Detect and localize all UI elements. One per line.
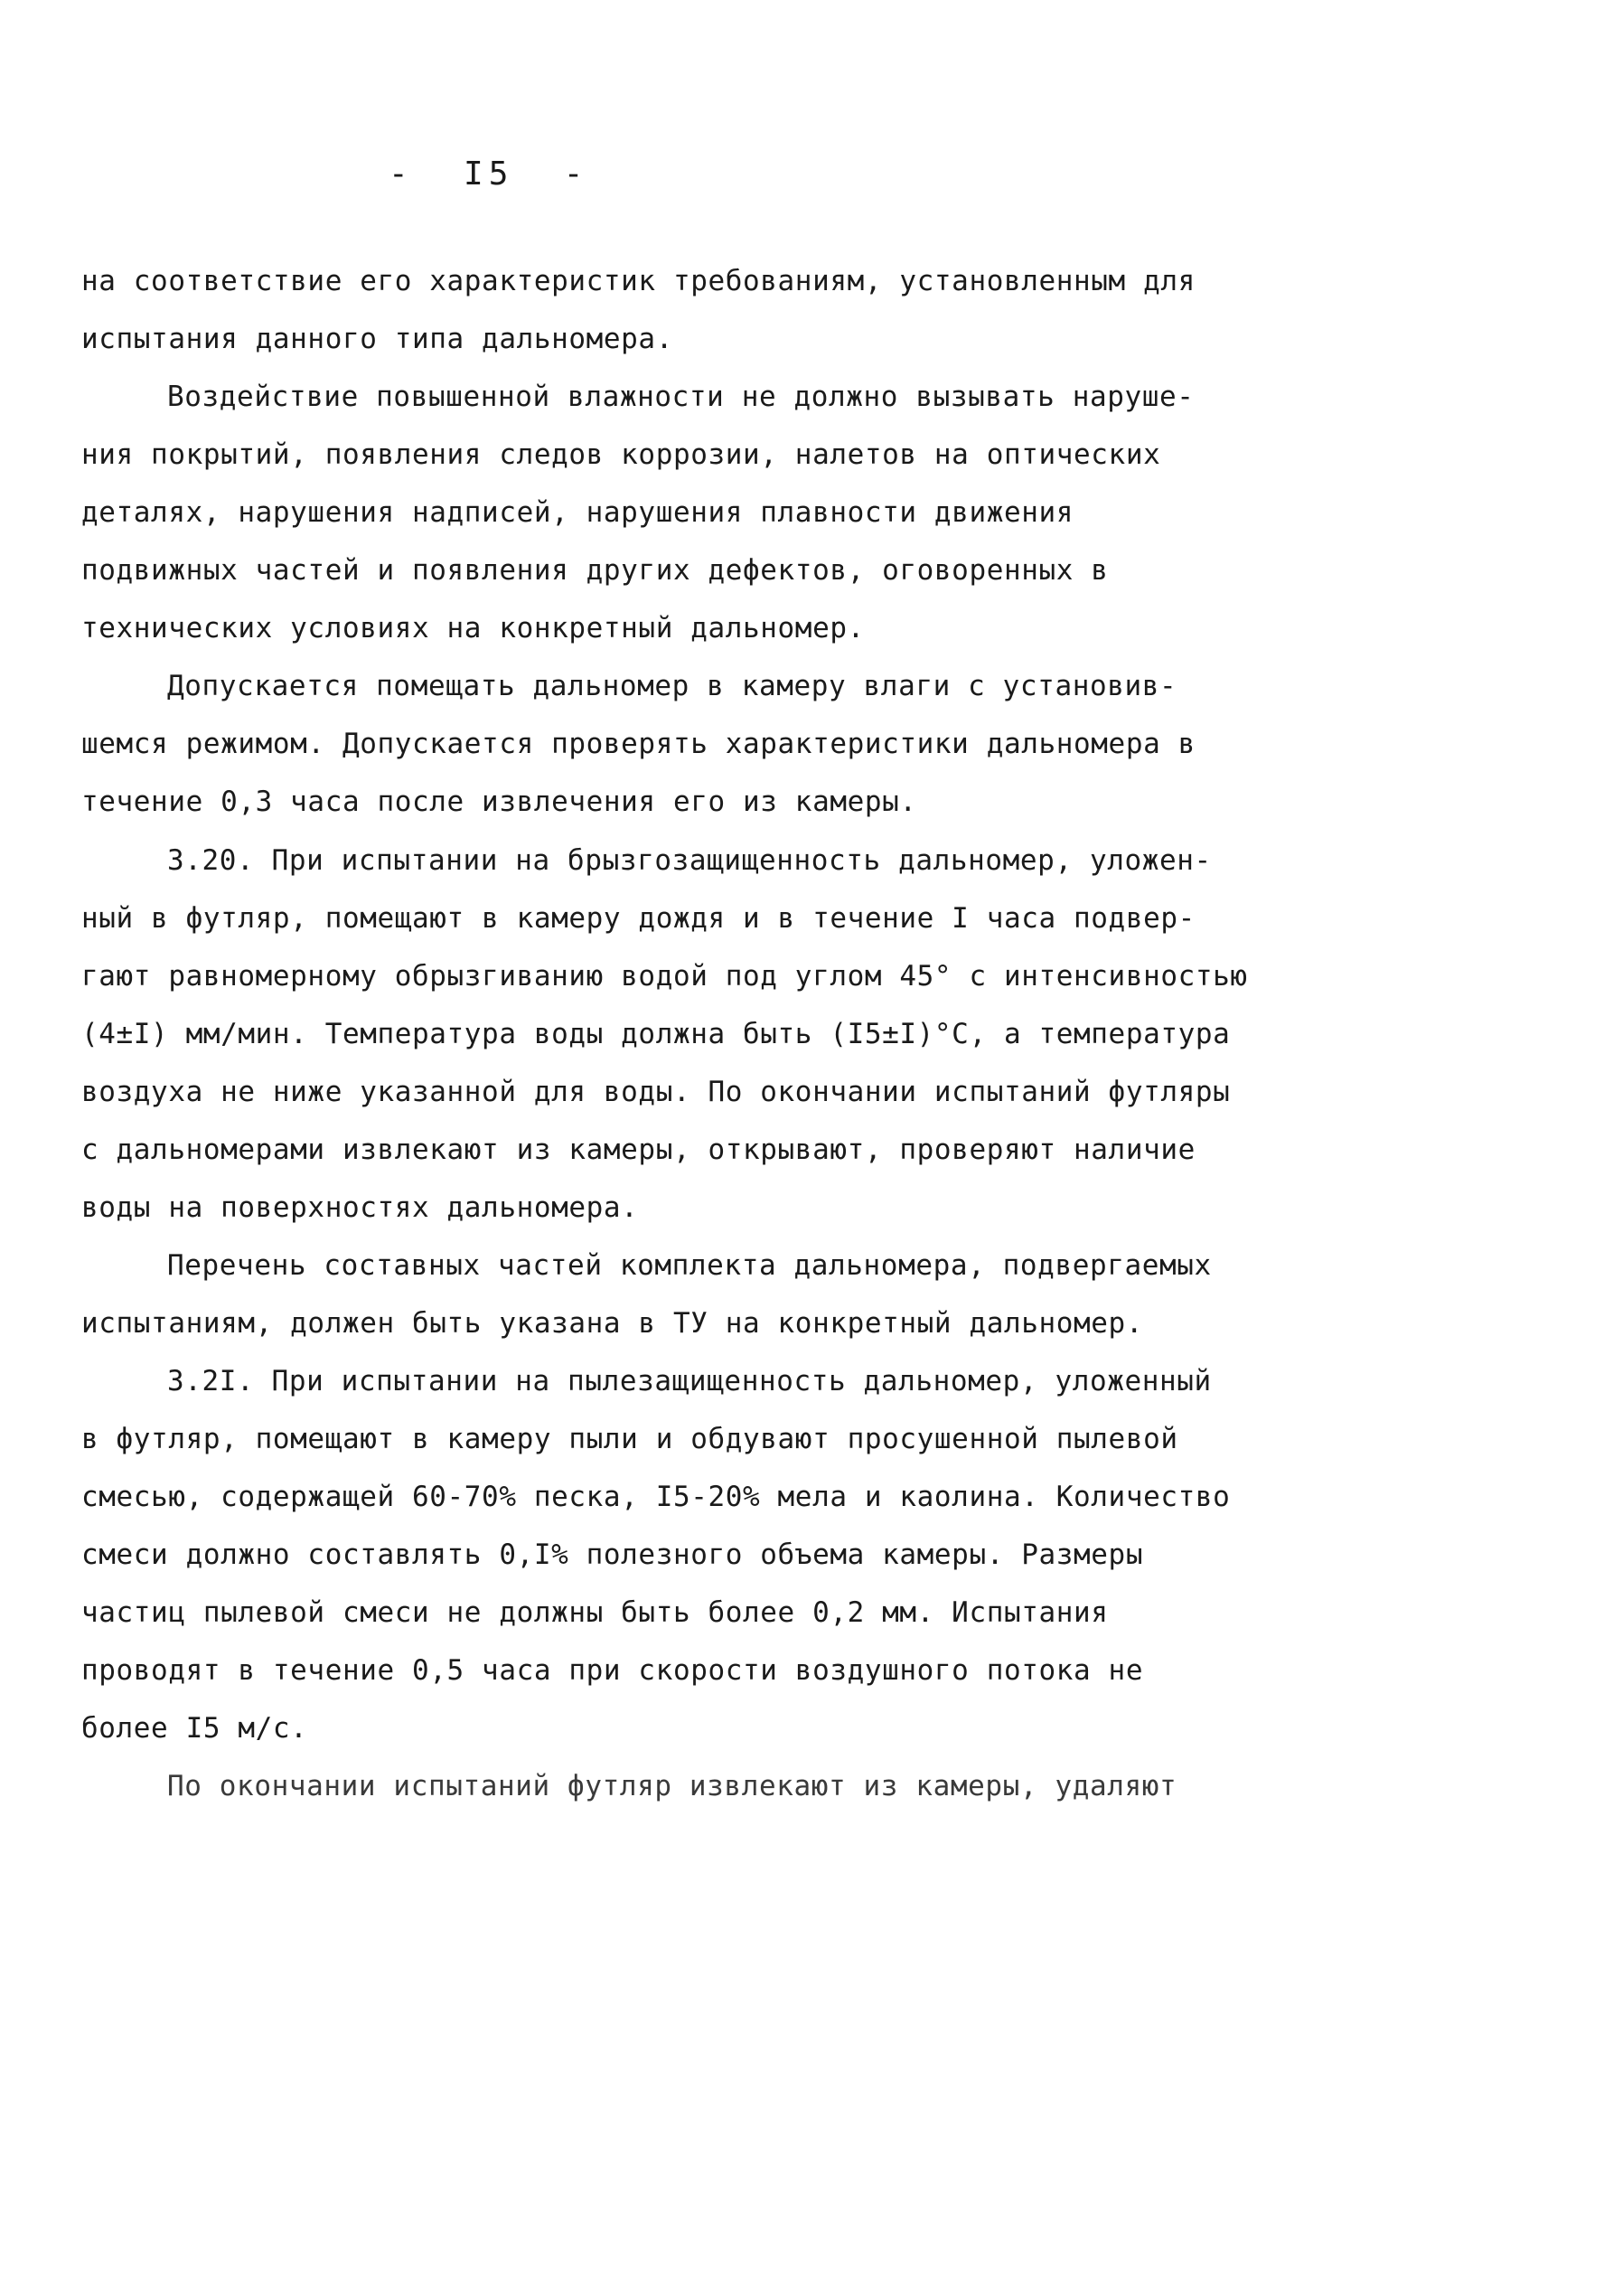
text-line: воздуха не ниже указанной для воды. По окончании испытаний футляры [81, 1076, 1231, 1108]
text-line: (4±I) мм/мин. Температура воды должна быть (I5±I)°С, а температура [81, 1018, 1231, 1050]
section-3-20-start-line: 3.20. При испытании на брызгозащищенность дальномер, уложен- [167, 844, 1212, 877]
paragraph-start-line: Перечень составных частей комплекта дальномера, подвергаемых [167, 1249, 1212, 1282]
page-number: - I5 - [389, 155, 589, 193]
text-line: испытаниям, должен быть указана в ТУ на конкретный дальномер. [81, 1307, 1144, 1340]
text-line: смеси должно составлять 0,I% полезного объема камеры. Размеры [81, 1539, 1144, 1571]
text-line: частиц пылевой смеси не должны быть более 0,2 мм. Испытания [81, 1596, 1109, 1629]
paragraph-start-line: Воздействие повышенной влажности не должно вызывать наруше- [167, 381, 1195, 413]
text-line: ный в футляр, помещают в камеру дождя и в течение I часа подвер- [81, 902, 1196, 935]
text-line: с дальномерами извлекают из камеры, открывают, проверяют наличие [81, 1134, 1196, 1166]
paragraph-start-line: Допускается помещать дальномер в камеру влаги с установив- [167, 670, 1177, 702]
text-line: воды на поверхностях дальномера. [81, 1191, 639, 1224]
text-line: технических условиях на конкретный дальномер. [81, 612, 865, 645]
text-line: проводят в течение 0,5 часа при скорости воздушного потока не [81, 1654, 1144, 1687]
text-line: подвижных частей и появления других дефектов, оговоренных в [81, 554, 1109, 587]
text-line: в футляр, помещают в камеру пыли и обдувают просушенной пылевой [81, 1423, 1178, 1455]
text-line: более I5 м/с. [81, 1712, 308, 1745]
text-line: на соответствие его характеристик требованиям, установленным для [81, 265, 1196, 297]
text-line: испытания данного типа дальномера. [81, 323, 673, 355]
text-line: течение 0,3 часа после извлечения его из камеры. [81, 786, 917, 818]
section-3-21-start-line: 3.2I. При испытании на пылезащищенность дальномер, уложенный [167, 1365, 1212, 1397]
text-line: деталях, нарушения надписей, нарушения плавности движения [81, 496, 1074, 529]
text-line: смесью, содержащей 60-70% песка, I5-20% мела и каолина. Количество [81, 1481, 1231, 1513]
text-line: шемся режимом. Допускается проверять характеристики дальномера в [81, 728, 1196, 760]
text-line: ния покрытий, появления следов коррозии, налетов на оптических [81, 438, 1161, 471]
text-line: гают равномерному обрызгиванию водой под углом 45° с интенсивностью [81, 960, 1248, 993]
paragraph-start-line: По окончании испытаний футляр извлекают из камеры, удаляют [167, 1770, 1177, 1802]
